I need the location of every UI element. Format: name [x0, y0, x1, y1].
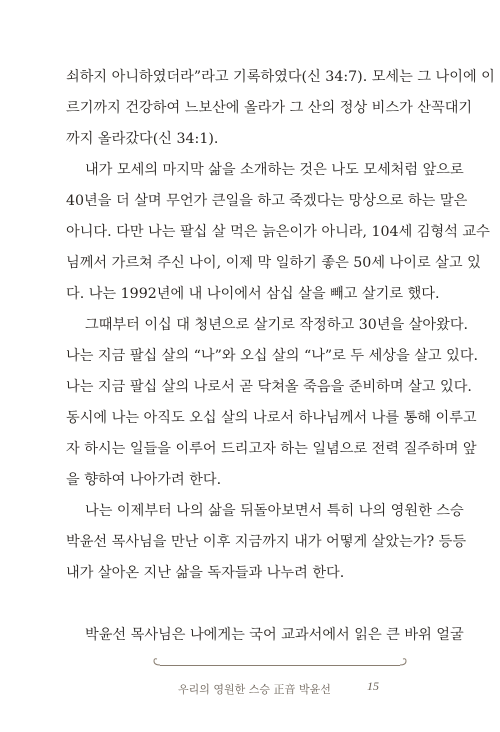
- text-line: 까지 올라갔다(신 34:1).: [66, 131, 219, 147]
- text-line: 나는 지금 팔십 살의 나로서 곧 닥쳐올 죽음을 준비하며 살고 있다.: [66, 379, 472, 395]
- running-footer-title: 우리의 영원한 스승 正音 박윤선: [178, 683, 331, 696]
- text-line: 내가 모세의 마지막 삶을 소개하는 것은 나도 모세처럼 앞으로: [85, 162, 464, 178]
- text-line: 을 향하여 나아가려 한다.: [66, 472, 222, 488]
- page-number: 15: [367, 679, 379, 693]
- text-line: 자 하시는 일들을 이루어 드리고자 하는 일념으로 전력 질주하며 앞: [66, 441, 477, 457]
- body-text: [66, 62, 495, 651]
- text-line: 40년을 더 살며 무언가 큰일을 하고 죽겠다는 망상으로 하는 말은: [66, 193, 468, 209]
- paragraph-gap: [66, 589, 440, 620]
- text-line: 내가 살아온 지난 삶을 독자들과 나누려 한다.: [66, 565, 345, 581]
- text-line: 님께서 가르쳐 주신 나이, 이제 막 일하기 좋은 50세 나이로 살고 있: [66, 255, 481, 271]
- text-line: 다. 나는 1992년에 내 나이에서 삼십 살을 빼고 살기로 했다.: [66, 286, 440, 302]
- footer-flourish-left-icon: [150, 658, 162, 672]
- text-line: 박윤선 목사님을 만난 이후 지금까지 내가 어떻게 살았는가? 등등: [66, 534, 467, 550]
- footer-rule: [160, 665, 400, 666]
- text-line: 아니다. 다만 나는 팔십 살 먹은 늙은이가 아니라, 104세 김형석 교수: [66, 224, 490, 240]
- text-line: 그때부터 이십 대 청년으로 살기로 작정하고 30년을 살아왔다.: [85, 317, 469, 333]
- text-line: 르기까지 건강하여 느보산에 올라가 그 산의 정상 비스가 산꼭대기: [66, 100, 473, 116]
- footer-flourish-right-icon: [398, 658, 410, 672]
- text-line: 나는 지금 팔십 살의 “나”와 오십 살의 “나”로 두 세상을 살고 있다.: [66, 348, 479, 364]
- text-line: 나는 이제부터 나의 삶을 뒤돌아보면서 특히 나의 영원한 스승: [85, 503, 464, 519]
- text-line: 쇠하지 아니하였더라”라고 기록하였다(신 34:7). 모세는 그 나이에 이: [66, 69, 495, 85]
- text-line: 동시에 나는 아직도 오십 살의 나로서 하나님께서 나를 통해 이루고: [66, 410, 477, 426]
- text-line: 박윤선 목사님은 나에게는 국어 교과서에서 읽은 큰 바위 얼굴: [85, 627, 464, 643]
